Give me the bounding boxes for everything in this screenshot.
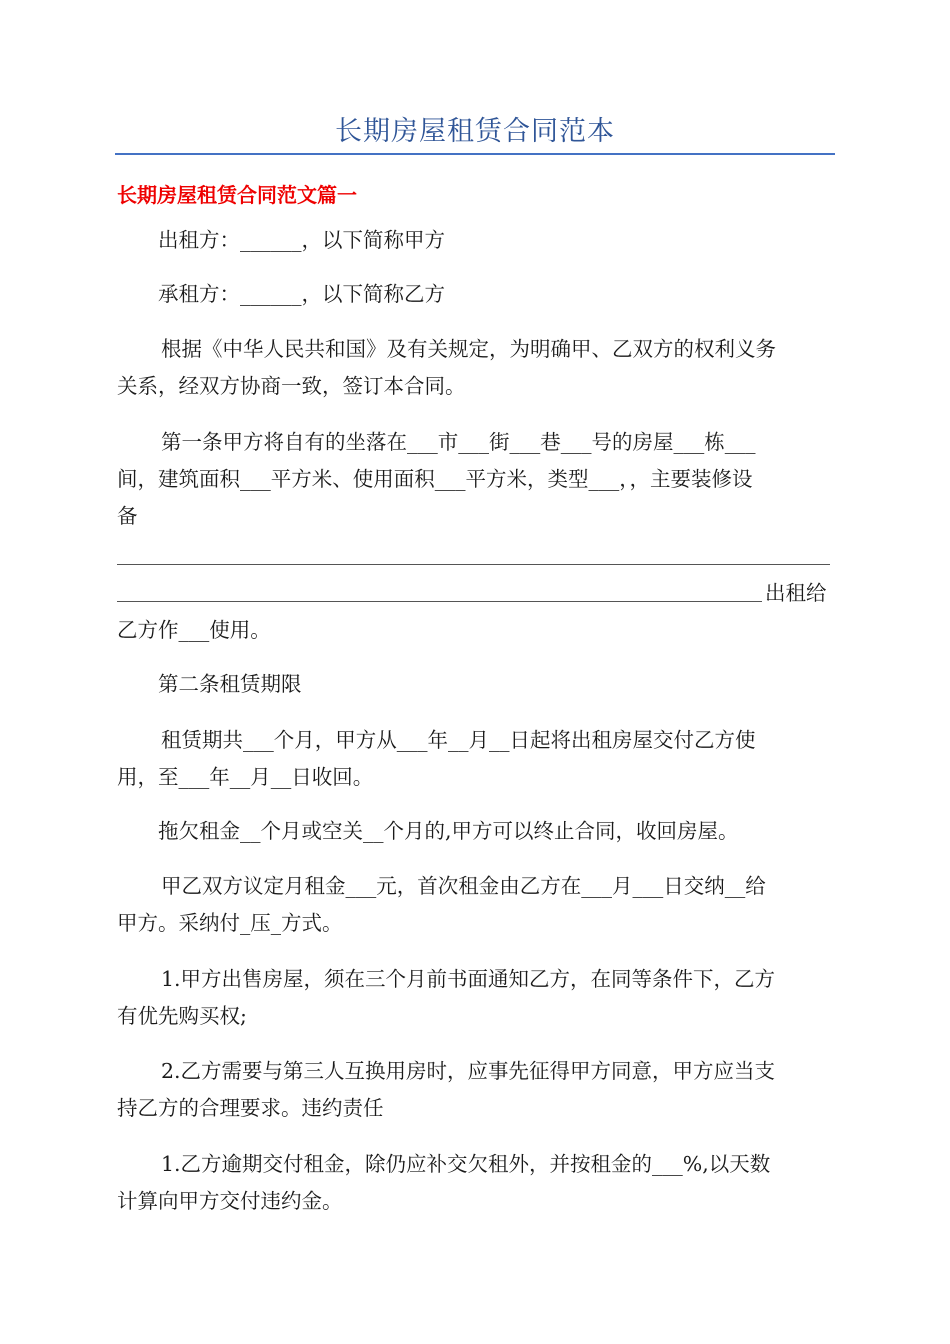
paragraph-line: 根据《中华人民共和国》及有关规定，为明确甲、乙双方的权利义务 [161, 337, 776, 361]
paragraph-line: 拖欠租金__个月或空关__个月的,甲方可以终止合同，收回房屋。 [158, 819, 739, 843]
paragraph-line: 租赁期共___个月，甲方从___年__月__日起将出租房屋交付乙方使 [161, 728, 756, 752]
paragraph-line: 甲方。采纳付_压_方式。 [117, 911, 343, 935]
title-underline [115, 153, 835, 155]
paragraph-line: 第二条租赁期限 [158, 672, 302, 696]
paragraph-line: 承租方：______，以下简称乙方 [158, 282, 445, 306]
paragraph-article-1 [117, 424, 833, 535]
paragraph-article-2 [117, 666, 833, 703]
paragraph-line: 持乙方的合理要求。违约责任 [117, 1096, 384, 1120]
paragraph-lease-term [117, 722, 833, 796]
paragraph-line: 计算向甲方交付违约金。 [117, 1189, 343, 1213]
paragraph-arrears [117, 813, 833, 850]
paragraph-line: 乙方作___使用。 [117, 618, 271, 642]
line-tail-text: 出租给 [765, 581, 827, 605]
paragraph-lessor [117, 222, 833, 259]
section-heading: 长期房屋租赁合同范文篇一 [117, 183, 357, 207]
paragraph-line: 有优先购买权; [117, 1004, 247, 1028]
paragraph-line: 出租方：______，以下简称甲方 [158, 228, 445, 252]
paragraph-line: 用，至___年__月__日收回。 [117, 765, 374, 789]
paragraph-basis [117, 331, 833, 405]
paragraph-breach-1 [117, 1146, 833, 1220]
paragraph-line: 备 [117, 504, 138, 528]
paragraph-line: 关系，经双方协商一致，签订本合同。 [117, 374, 466, 398]
paragraph-line: 间，建筑面积___平方米、使用面积___平方米，类型___，，主要装修设 [117, 467, 753, 491]
fill-in-line [117, 564, 830, 565]
paragraph-line: 甲乙双方议定月租金___元，首次租金由乙方在___月___日交纳__给 [161, 874, 766, 898]
fill-in-line [117, 601, 762, 602]
paragraph-clause-1 [117, 961, 833, 1035]
paragraph-line: 2.乙方需要与第三人互换用房时，应事先征得甲方同意，甲方应当支 [161, 1059, 776, 1083]
paragraph-clause-2 [117, 1053, 833, 1127]
paragraph-line: 1.甲方出售房屋，须在三个月前书面通知乙方，在同等条件下，乙方 [161, 967, 776, 991]
paragraph-lessee [117, 276, 833, 313]
document-title: 长期房屋租赁合同范本 [335, 116, 615, 147]
paragraph-line: 第一条甲方将自有的坐落在___市___街___巷___号的房屋___栋___ [161, 430, 756, 454]
paragraph-rent [117, 868, 833, 942]
paragraph-line: 1.乙方逾期交付租金，除仍应补交欠租外，并按租金的___%,以天数 [161, 1152, 771, 1176]
paragraph-article-1-usage [117, 612, 833, 649]
